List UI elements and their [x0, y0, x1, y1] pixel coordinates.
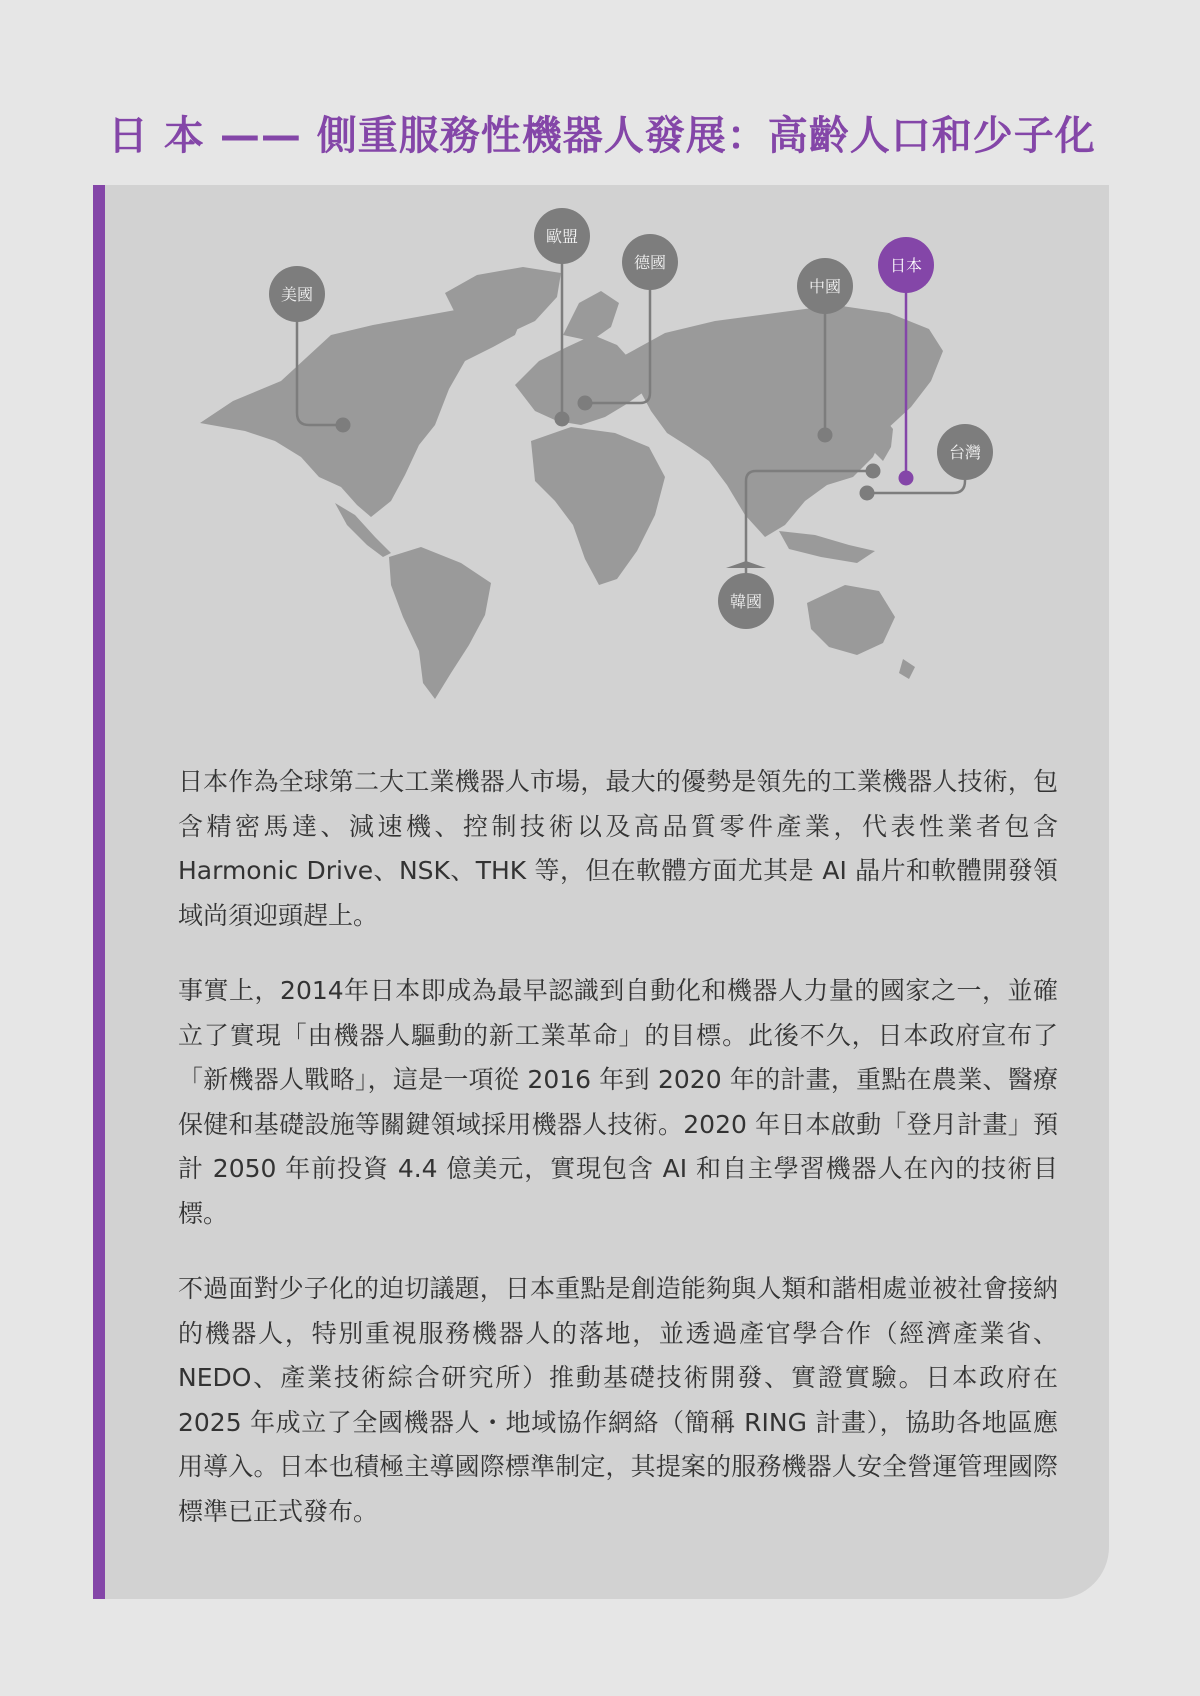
pin-eu — [534, 208, 590, 264]
map-land — [200, 267, 943, 699]
landmass-indonesia — [779, 531, 875, 563]
pin-dot-china — [818, 428, 833, 443]
pin-germany — [622, 234, 678, 290]
landmass-south-america — [389, 547, 491, 699]
page-title: 日 本 —— 側重服務性機器人發展：高齡人口和少子化 — [108, 113, 1096, 159]
pin-dot-taiwan — [860, 486, 875, 501]
pin-china — [797, 258, 853, 314]
paragraph-3: 不過面對少子化的迫切議題，日本重點是創造能夠與人類和諧相處並被社會接納的機器人，特別重視服務機器人的落地，並透過產官學合作（經濟產業省、NEDO、產業技術綜合研究所）推動基礎技術開發、實證實驗。日本政府在 2025 年成立了全國機器人・地域協作網絡（簡稱 RING 計畫），協助各地區應用導入。日本也積極主導國際標準制定，其提案的服務機器人安全營運管理國際標準已正式發布。 — [178, 1274, 1058, 1526]
landmass-scandinavia — [563, 291, 619, 341]
pin-dot-us — [336, 418, 351, 433]
pin-dot-eu — [555, 412, 570, 427]
landmass-north-america — [200, 305, 523, 517]
landmass-africa — [531, 427, 665, 585]
landmass-central-america — [335, 503, 391, 557]
paragraph-1: 日本作為全球第二大工業機器人市場，最大的優勢是領先的工業機器人技術，包含精密馬達、減速機、控制技術以及高品質零件產業，代表性業者包含 Harmonic Drive、NSK、THK 等，但在軟體方面尤其是 AI 晶片和軟體開發領域尚須迎頭趕上。 — [178, 767, 1058, 930]
pin-label-japan: 日本 — [889, 256, 923, 275]
pin-us — [269, 266, 325, 322]
pin-dot-germany — [578, 396, 593, 411]
pin-label-korea: 韓國 — [729, 592, 763, 611]
pin-label-eu: 歐盟 — [545, 227, 579, 246]
landmass-new-zealand — [899, 659, 915, 679]
content-card — [93, 185, 1109, 1599]
pin-label-china: 中國 — [808, 277, 842, 296]
pin-dot-korea — [866, 464, 881, 479]
world-map — [105, 185, 1109, 745]
pin-label-taiwan: 台灣 — [948, 443, 982, 462]
landmass-australia — [807, 585, 895, 655]
body-text — [178, 760, 1058, 1565]
pin-label-us: 美國 — [280, 285, 314, 304]
paragraph-2: 事實上，2014年日本即成為最早認識到自動化和機器人力量的國家之一，並確立了實現「由機器人驅動的新工業革命」的目標。此後不久，日本政府宣布了「新機器人戰略」，這是一項從 2016 年到 2020 年的計畫，重點在農業、醫療保健和基礎設施等關鍵領域採用機器人技術。2020 年日本啟動「登月計畫」預計 2050 年前投資 4.4 億美元，實現包含 AI 和自主學習機器人在內的技術目標。 — [178, 976, 1058, 1228]
pin-taiwan — [937, 424, 993, 480]
pin-japan — [878, 237, 934, 293]
pin-label-germany: 德國 — [633, 253, 667, 272]
landmass-asia — [625, 305, 943, 537]
pin-dot-japan — [899, 471, 914, 486]
landmass-europe — [515, 335, 645, 425]
